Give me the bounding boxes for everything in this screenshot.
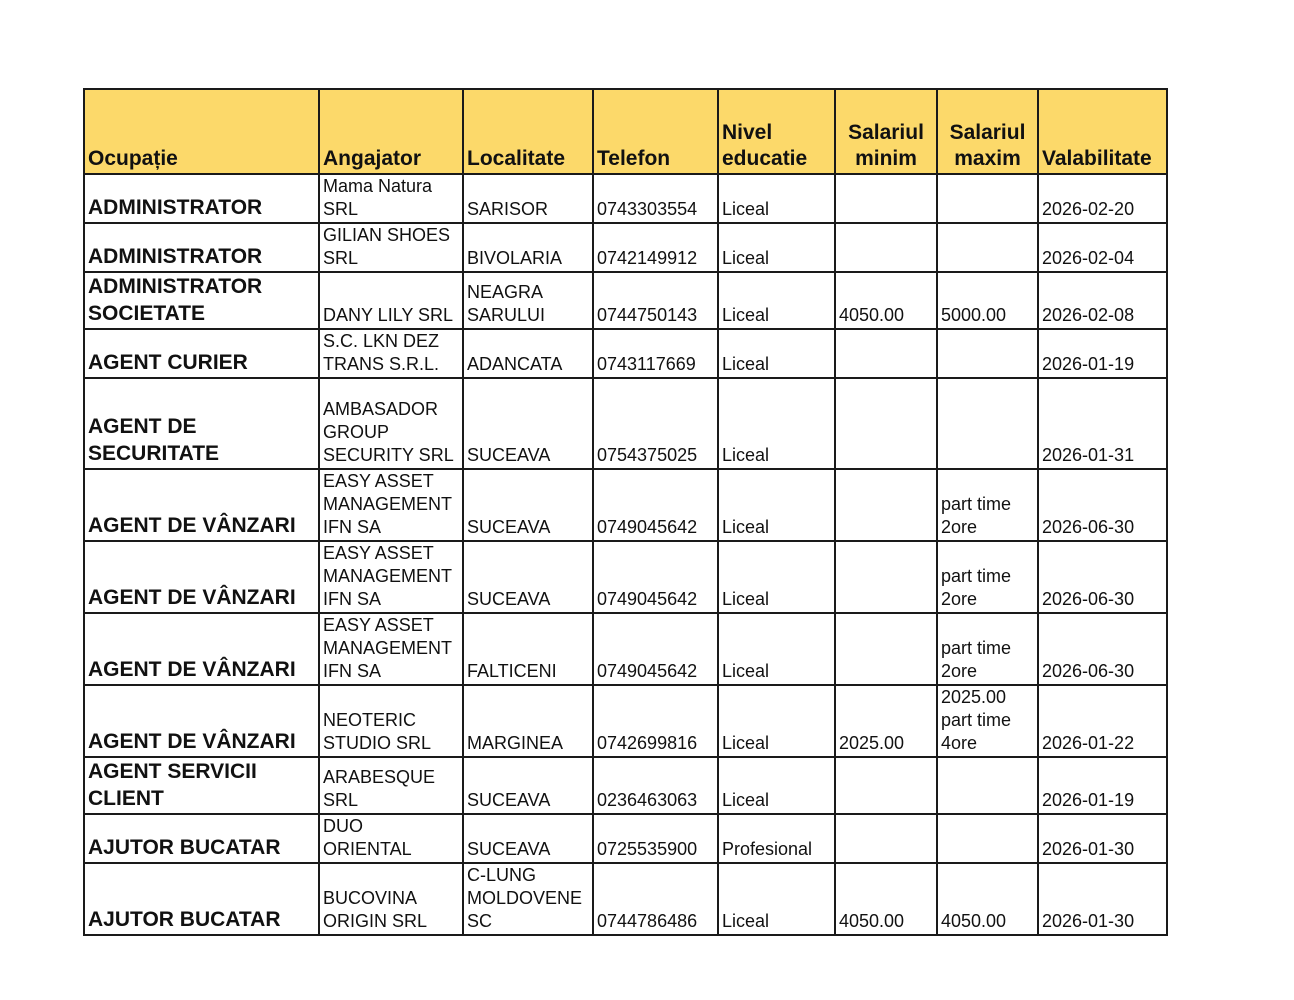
locality-cell: ADANCATA (463, 329, 593, 378)
occupation-cell: ADMINISTRATOR (84, 174, 319, 223)
validity-cell: 2026-02-04 (1038, 223, 1167, 272)
validity-cell: 2026-01-31 (1038, 378, 1167, 469)
occupation-cell: AGENT DE SECURITATE (84, 378, 319, 469)
header-employer: Angajator (319, 89, 463, 174)
education-cell: Liceal (718, 613, 835, 685)
salary-min-cell (835, 223, 937, 272)
salary-max-cell: 4050.00 (937, 863, 1038, 935)
salary-max-cell (937, 814, 1038, 863)
salary-min-cell: 2025.00 (835, 685, 937, 757)
table-row (84, 174, 1167, 223)
occupation-cell: AGENT DE VÂNZARI (84, 469, 319, 541)
education-cell: Liceal (718, 541, 835, 613)
employer-cell: AMBASADOR GROUP SECURITY SRL (319, 378, 463, 469)
phone-cell: 0743117669 (593, 329, 718, 378)
locality-cell: SUCEAVA (463, 814, 593, 863)
salary-min-cell (835, 174, 937, 223)
validity-cell: 2026-06-30 (1038, 541, 1167, 613)
education-cell: Liceal (718, 272, 835, 329)
salary-min-cell (835, 469, 937, 541)
locality-cell: SUCEAVA (463, 469, 593, 541)
validity-cell: 2026-01-30 (1038, 814, 1167, 863)
occupation-cell: AGENT DE VÂNZARI (84, 613, 319, 685)
employer-cell: EASY ASSET MANAGEMENT IFN SA (319, 541, 463, 613)
table-row (84, 757, 1167, 814)
phone-cell: 0749045642 (593, 613, 718, 685)
education-cell: Liceal (718, 469, 835, 541)
header-occupation: Ocupație (84, 89, 319, 174)
salary-min-cell (835, 541, 937, 613)
salary-max-cell: 5000.00 (937, 272, 1038, 329)
employer-cell: NEOTERIC STUDIO SRL (319, 685, 463, 757)
header-education: Nivel educatie (718, 89, 835, 174)
header-salary-min: Salariul minim (835, 89, 937, 174)
salary-max-cell: part time 2ore (937, 613, 1038, 685)
locality-cell: SUCEAVA (463, 541, 593, 613)
education-cell: Liceal (718, 223, 835, 272)
salary-max-cell (937, 378, 1038, 469)
locality-cell: MARGINEA (463, 685, 593, 757)
header-validity: Valabilitate (1038, 89, 1167, 174)
employer-cell: DANY LILY SRL (319, 272, 463, 329)
validity-cell: 2026-02-08 (1038, 272, 1167, 329)
phone-cell: 0743303554 (593, 174, 718, 223)
salary-max-cell (937, 223, 1038, 272)
locality-cell: SUCEAVA (463, 757, 593, 814)
validity-cell: 2026-06-30 (1038, 613, 1167, 685)
table-row (84, 329, 1167, 378)
validity-cell: 2026-01-30 (1038, 863, 1167, 935)
salary-min-cell (835, 378, 937, 469)
validity-cell: 2026-01-19 (1038, 329, 1167, 378)
occupation-cell: AJUTOR BUCATAR (84, 863, 319, 935)
employer-cell: S.C. LKN DEZ TRANS S.R.L. (319, 329, 463, 378)
table-row (84, 378, 1167, 469)
occupation-cell: AGENT SERVICII CLIENT (84, 757, 319, 814)
validity-cell: 2026-01-19 (1038, 757, 1167, 814)
salary-max-cell: part time 2ore (937, 469, 1038, 541)
header-phone: Telefon (593, 89, 718, 174)
salary-max-cell (937, 329, 1038, 378)
salary-max-cell (937, 174, 1038, 223)
salary-max-cell: part time 2ore (937, 541, 1038, 613)
salary-min-cell: 4050.00 (835, 863, 937, 935)
employer-cell: BUCOVINA ORIGIN SRL (319, 863, 463, 935)
occupation-cell: ADMINISTRATOR SOCIETATE (84, 272, 319, 329)
phone-cell: 0754375025 (593, 378, 718, 469)
validity-cell: 2026-02-20 (1038, 174, 1167, 223)
salary-min-cell (835, 814, 937, 863)
table-row (84, 272, 1167, 329)
phone-cell: 0725535900 (593, 814, 718, 863)
education-cell: Profesional (718, 814, 835, 863)
locality-cell: NEAGRA SARULUI (463, 272, 593, 329)
phone-cell: 0744786486 (593, 863, 718, 935)
phone-cell: 0749045642 (593, 469, 718, 541)
occupation-cell: AJUTOR BUCATAR (84, 814, 319, 863)
validity-cell: 2026-01-22 (1038, 685, 1167, 757)
employer-cell: GILIAN SHOES SRL (319, 223, 463, 272)
table-header-row (84, 89, 1167, 174)
job-listings-table (83, 88, 1168, 936)
education-cell: Liceal (718, 174, 835, 223)
education-cell: Liceal (718, 378, 835, 469)
occupation-cell: AGENT DE VÂNZARI (84, 685, 319, 757)
education-cell: Liceal (718, 863, 835, 935)
employer-cell: EASY ASSET MANAGEMENT IFN SA (319, 613, 463, 685)
education-cell: Liceal (718, 685, 835, 757)
header-locality: Localitate (463, 89, 593, 174)
locality-cell: SUCEAVA (463, 378, 593, 469)
employer-cell: Mama Natura SRL (319, 174, 463, 223)
validity-cell: 2026-06-30 (1038, 469, 1167, 541)
locality-cell: SARISOR (463, 174, 593, 223)
table-row (84, 863, 1167, 935)
salary-min-cell (835, 757, 937, 814)
table-row (84, 814, 1167, 863)
table-row (84, 541, 1167, 613)
locality-cell: C-LUNG MOLDOVENE SC (463, 863, 593, 935)
salary-min-cell (835, 329, 937, 378)
occupation-cell: AGENT DE VÂNZARI (84, 541, 319, 613)
locality-cell: BIVOLARIA (463, 223, 593, 272)
occupation-cell: ADMINISTRATOR (84, 223, 319, 272)
salary-min-cell (835, 613, 937, 685)
education-cell: Liceal (718, 329, 835, 378)
occupation-cell: AGENT CURIER (84, 329, 319, 378)
table-row (84, 685, 1167, 757)
header-salary-max: Salariul maxim (937, 89, 1038, 174)
salary-max-cell: 2025.00 part time 4ore (937, 685, 1038, 757)
employer-cell: ARABESQUE SRL (319, 757, 463, 814)
table-row (84, 469, 1167, 541)
table-row (84, 613, 1167, 685)
salary-max-cell (937, 757, 1038, 814)
phone-cell: 0236463063 (593, 757, 718, 814)
locality-cell: FALTICENI (463, 613, 593, 685)
phone-cell: 0742149912 (593, 223, 718, 272)
employer-cell: DUO ORIENTAL (319, 814, 463, 863)
phone-cell: 0749045642 (593, 541, 718, 613)
table-row (84, 223, 1167, 272)
phone-cell: 0744750143 (593, 272, 718, 329)
phone-cell: 0742699816 (593, 685, 718, 757)
employer-cell: EASY ASSET MANAGEMENT IFN SA (319, 469, 463, 541)
salary-min-cell: 4050.00 (835, 272, 937, 329)
education-cell: Liceal (718, 757, 835, 814)
